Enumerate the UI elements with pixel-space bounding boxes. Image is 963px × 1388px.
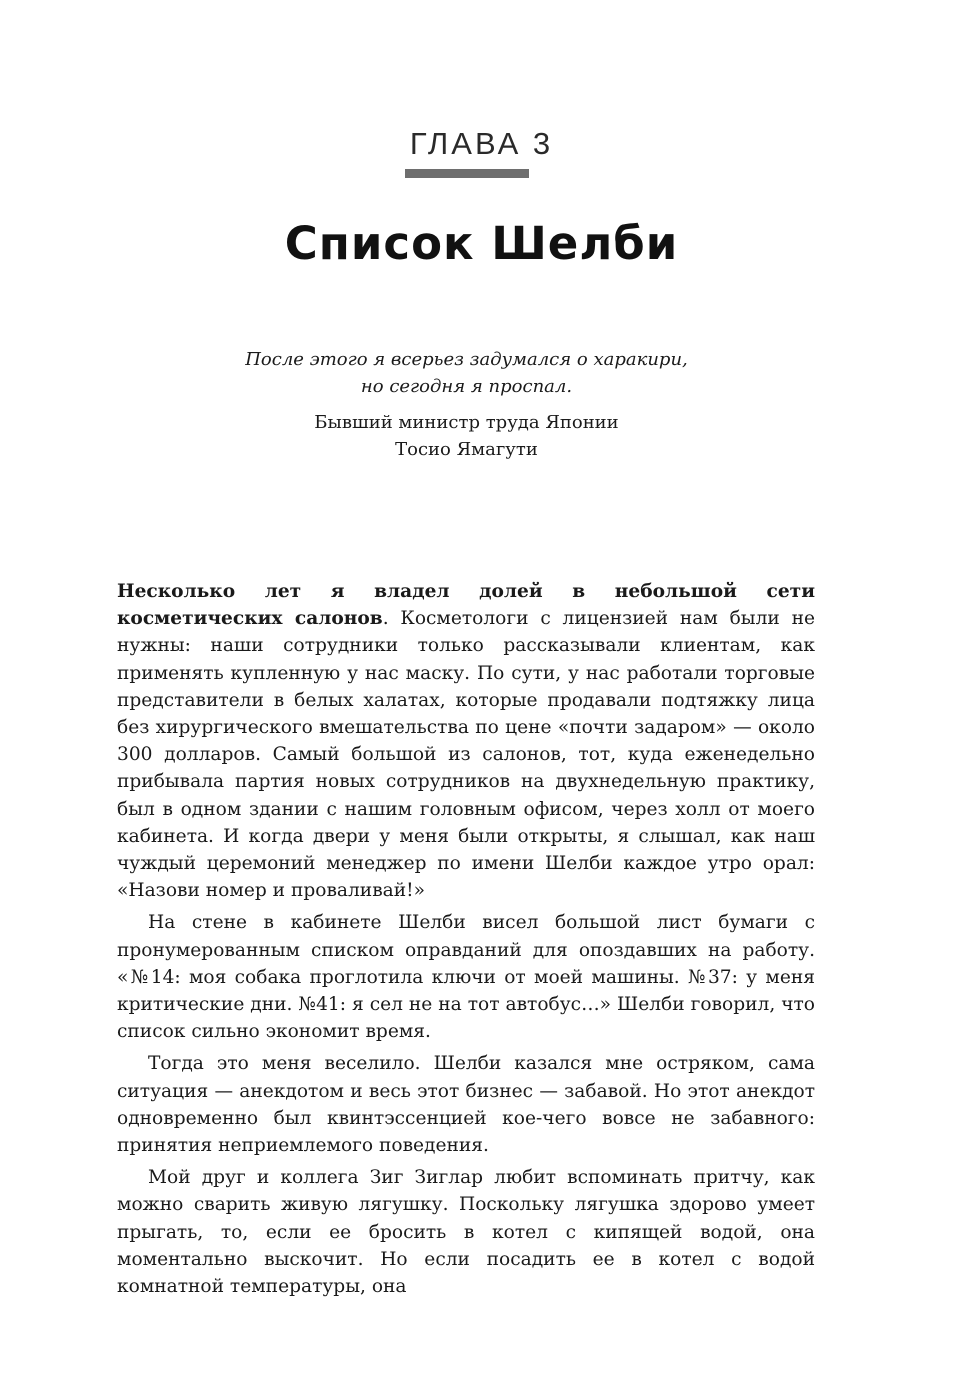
paragraph: Тогда это меня веселило. Шелби казался мне остряком, сама ситуация — анекдотом и весь этот бизнес — забавой. Но этот анекдот одновременно был квинтэссенцией кое-чего вовсе не забавного: принятия неприемлемого поведения. xyxy=(117,1053,815,1157)
paragraph: На стене в кабинете Шелби висел большой лист бумаги с пронумерованным списком оправданий для опоздавших на работу. «№14: моя собака проглотила ключи от моей машины. №37: у меня критические дни. №41: я сел не на тот автобус…» Шелби говорил, что список сильно экономит время. xyxy=(117,912,815,1043)
chapter-divider xyxy=(405,169,529,178)
epigraph-attribution xyxy=(0,409,933,463)
chapter-body xyxy=(117,578,815,1300)
paragraph-text: . Косметологи с лицензией нам были не нужны: наши сотрудники только рассказывали клиентам, как применять купленную у нас маску. По сути, у нас работали торговые представители в белых халатах, которые продавали подтяжку лица без хирургического вмешательства по цене «почти задаром» — около 300 долларов. Самый большой из салонов, тот, куда еженедельно прибывала партия новых сотрудников на двухнедельную практику, был в одном здании с нашим головным офисом, через холл от моего кабинета. И когда двери у меня были открыты, я слышал, как наш чуждый церемоний менеджер по имени Шелби каждое утро орал: «Назови номер и проваливай!» xyxy=(117,608,815,902)
epigraph-author-line: Тосио Ямагути xyxy=(395,439,538,460)
lead-in-bold: Несколько лет я владел долей в небольшой сети косметических салонов xyxy=(117,581,815,630)
chapter-title: Список Шелби xyxy=(284,217,679,270)
epigraph-quote-line: но сегодня я проспал. xyxy=(360,376,573,397)
epigraph-quote xyxy=(0,346,933,400)
chapter-label: ГЛАВА 3 xyxy=(409,126,554,161)
paragraph: Мой друг и коллега Зиг Зиглар любит вспоминать притчу, как можно сварить живую лягушку. Поскольку лягушка здорово умеет прыгать, то, если ее бросить в котел с кипящей водой, она моментально выскочит. Но если посадить ее в котел с водой комнатной температуры, она xyxy=(117,1167,815,1298)
epigraph xyxy=(0,346,933,463)
epigraph-quote-line: После этого я всерьез задумался о харакири, xyxy=(245,349,688,370)
epigraph-author-line: Бывший министр труда Японии xyxy=(314,412,619,433)
paragraph xyxy=(117,578,815,904)
